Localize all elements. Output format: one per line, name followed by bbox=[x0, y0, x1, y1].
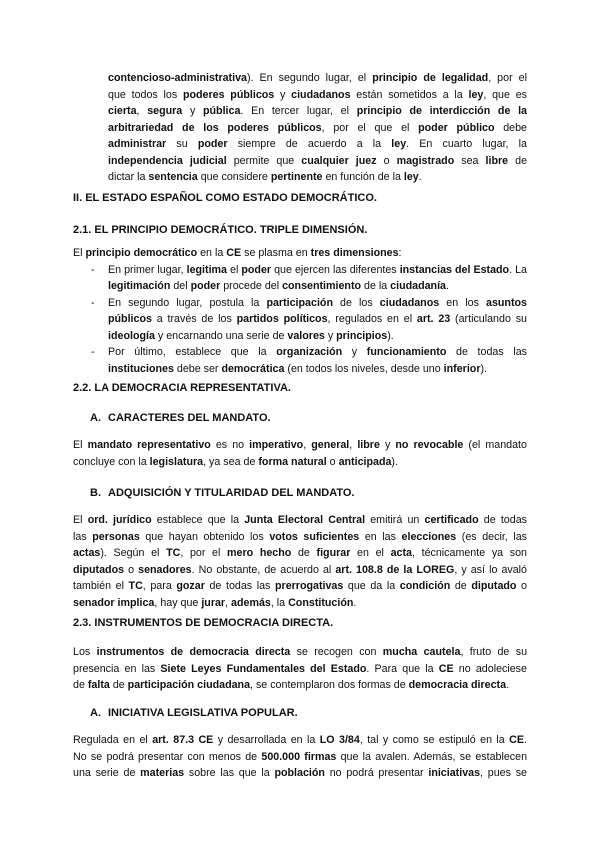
text-line: presencia en las Siete Leyes Fundamentales del Estado. Para que la CE no adoleciese bbox=[73, 662, 527, 675]
text-line: contencioso-administrativa). En segundo lugar, el principio de legalidad, por el bbox=[108, 72, 527, 84]
subsection-heading: 2.2. LA DEMOCRACIA REPRESENTATIVA. bbox=[73, 382, 291, 394]
subsection-heading: 2.3. INSTRUMENTOS DE DEMOCRACIA DIRECTA. bbox=[73, 617, 334, 629]
text-line: actas). Según el TC, por el mero hecho de figurar en el acta, técnicamente ya son bbox=[73, 547, 527, 559]
text-line: que todos los poderes públicos y ciudadanos están sometidos a la ley, que es bbox=[108, 88, 527, 101]
mandato-paragraph: El mandato representativo es no imperativo, general, libre y no revocable (el mandato concluye con la legislatura, ya sea de forma natural o anticipada). bbox=[73, 439, 527, 468]
text-line: El ord. jurídico establece que la Junta Electoral Central emitirá un certificado de todas bbox=[73, 514, 527, 526]
subheading-a: A. INICIATIVA LEGISLATIVA POPULAR. bbox=[90, 707, 298, 719]
text-line: senador implica, hay que jurar, además, la Constitución. bbox=[73, 596, 357, 609]
text-line: No se podrá presentar con menos de 500.000 firmas que la avalen. Además, se establecen bbox=[73, 750, 528, 763]
text-line: Los instrumentos de democracia directa se recogen con mucha cautela, fruto de su bbox=[73, 646, 528, 658]
text-line: de falta de participación ciudadana, se contemplaron dos formas de democracia directa. bbox=[73, 679, 510, 691]
principio-paragraph bbox=[73, 245, 527, 377]
section-heading: II. EL ESTADO ESPAÑOL COMO ESTADO DEMOCRÁTICO. bbox=[73, 192, 377, 204]
text-line: cierta, segura y pública. En tercer lugar, el principio de interdicción de la bbox=[108, 105, 527, 117]
text-line: también el TC, para gozar de todas las prerrogativas que da la condición de diputado o bbox=[73, 580, 527, 592]
intro-paragraph bbox=[108, 70, 527, 186]
subheading-a: A. CARACTERES DEL MANDATO. bbox=[90, 412, 271, 424]
lead-line: El principio democrático en la CE se plasma en tres dimensiones: bbox=[73, 247, 402, 259]
list-item: - Por último, establece que la organización y funcionamiento de todas las instituciones debe ser democrática (en todos los niveles, desde uno inferior). bbox=[73, 344, 527, 377]
list-item: - En primer lugar, legitima el poder que ejercen las diferentes instancias del Estado. La legitimación del poder procede del consentimiento de la ciudadanía. bbox=[73, 262, 527, 295]
iniciativa-paragraph bbox=[73, 732, 527, 782]
text-line: las personas que hayan obtenido los votos suficientes en las elecciones (es decir, las bbox=[73, 530, 527, 543]
adquisicion-paragraph bbox=[73, 512, 527, 611]
text-line: administrar su poder siempre de acuerdo a la ley. En cuarto lugar, la bbox=[108, 138, 527, 150]
subsection-heading: 2.1. EL PRINCIPIO DEMOCRÁTICO. TRIPLE DIMENSIÓN. bbox=[73, 224, 368, 236]
dimensions-list bbox=[73, 262, 527, 378]
text-line: independencia judicial permite que cualquier juez o magistrado sea libre de bbox=[108, 154, 528, 167]
text-line: una serie de materias sobre las que la población no podrá presentar iniciativas, pues se bbox=[73, 767, 527, 779]
text-line: arbitrariedad de los poderes públicos, por el que el poder público debe bbox=[108, 121, 528, 134]
text-line: Regulada en el art. 87.3 CE y desarrollada en la LO 3/84, tal y como se estipuló en la CE. bbox=[73, 734, 528, 746]
text-line: dictar la sentencia que considere pertinente en función de la ley. bbox=[108, 171, 422, 183]
text-line: diputados o senadores. No obstante, de acuerdo al art. 108.8 de la LOREG, y así lo avaló bbox=[73, 563, 527, 576]
list-item: - En segundo lugar, postula la participación de los ciudadanos en los asuntos públicos a través de los partidos políticos, regulados en el art. 23 (articulando su ideología y encarnando una serie de valores y principios). bbox=[73, 295, 527, 345]
subheading-b: B. ADQUISICIÓN Y TITULARIDAD DEL MANDATO. bbox=[90, 487, 355, 499]
instrumentos-paragraph bbox=[73, 644, 527, 694]
